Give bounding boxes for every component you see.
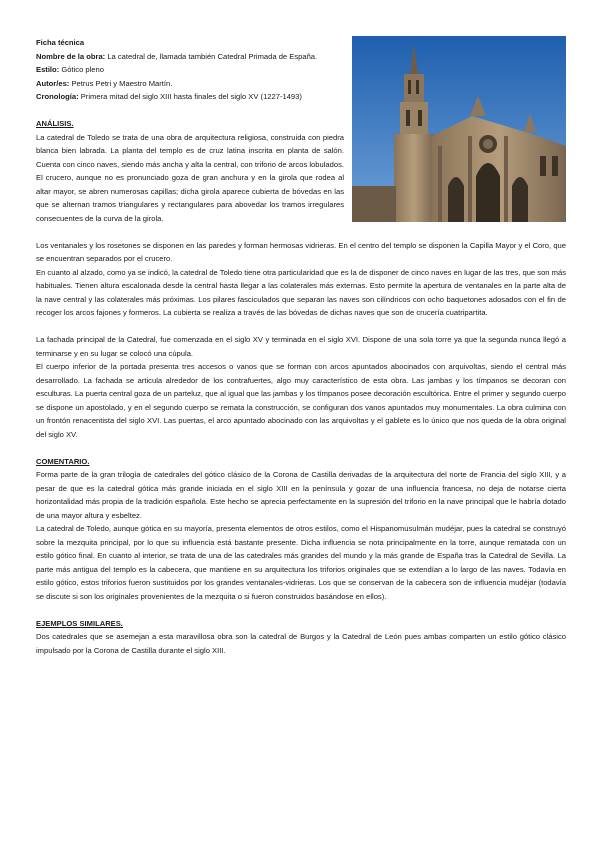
ejemplos-paragraph-1: Dos catedrales que se asemejan a esta maravillosa obra son la catedral de Burgos y la Catedral de León pues ambas comparten un estilo gótico clásico impulsado por la Corona de Castilla durante el siglo XIII. [36,632,566,655]
document-content [36,36,566,657]
cathedral-photo [352,36,566,222]
analisis-paragraph-4: La fachada principal de la Catedral, fue comenzada en el siglo XV y terminada en el siglo XVI. Dispone de una sola torre ya que la segunda nunca llegó a terminarse y en su lugar se colocó una cúpula. [36,335,566,358]
comentario-paragraph-1: Forma parte de la gran trilogía de catedrales del gótico clásico de la Corona de Castilla derivadas de la arquitectura del norte de Francia del siglo XIII, y a pesar de que es la catedral gótica más grande iniciada en el siglo XIII en la península y gozar de una influencia francesa, no deja de notarse cierta horizontalidad más propia de la tradición española. Este hecho se aprecia perfectamente en la supresión del triforio en la nave principal que le habría dotado de una mayor altura y esbeltez. [36,470,566,520]
analisis-paragraph-2: Los ventanales y los rosetones se disponen en las paredes y forman hermosas vidrieras. En el centro del templo se disponen la Capilla Mayor y el Coro, que se encuentran separados por el crucero. [36,240,566,263]
analisis-paragraph-3: En cuanto al alzado, como ya se indicó, la catedral de Toledo tiene otra particularidad que es la de disponer de cinco naves en lugar de las tres, que son más habituales. Tienen altura escalonada desde la central hasta llegar a las colaterales más externas. Esto permite la apertura de ventanales en la parte alta de la nave central y las colaterales más próximas. Los pilares fasciculados que separan las naves son cilíndricos con ocho baquetones adosados con el fin de recoger los arcos fajones y formeros. La cubierta se realiza a través de las bóvedas de dichas naves que son de crucería cuatripartita. [36,267,566,317]
comentario-paragraph-2: La catedral de Toledo, aunque gótica en su mayoría, presenta elementos de otros estilos, como el Hispanomusulmán mudéjar, pues la catedral se construyó sobre la mezquita principal, por lo que su influencia está bastante presente. Dicha influencia se nota principalmente en la torre, aunque rematada con un estilo gótico final. En cuanto al interior, se trata de una de las catedrales más grandes del mundo y la más grande de España tras la Catedral de Sevilla. La parte más antigua del templo es la cabecera, que mantiene en su arquitectura los triforios originales que se extendían a lo largo de las naves. Todavía en estilo gótico, estos triforios fueron sustituidos por los grandes ventanales-vidrieras. Los que se conservan de la cabecera son de influencia mudéjar (todavía se discute si son los originales provenientes de la mezquita o si fueron construidos basándose en ellos). [36,524,566,601]
comentario-heading: COMENTARIO. [36,456,90,466]
ficha-cronologia: Cronología: Primera mitad del siglo XIII hasta finales del siglo XV (1227-1493) [36,92,302,101]
ficha-nombre: Nombre de la obra: La catedral de, llamada también Catedral Primada de España. [36,51,318,61]
ficha-heading: Ficha técnica [36,38,85,47]
analisis-heading: ANÁLISIS. [36,119,74,128]
ficha-autor: Autor/es: Petrus Petri y Maestro Martín. [36,78,173,88]
analisis-paragraph-1: La catedral de Toledo se trata de una obra de arquitectura religiosa, construida con piedra blanca bien labrada. La planta del templo es de cruz latina inscrita en planta de salón. Cuenta con cinco naves, siendo más ancha y alta la central, con triforio de arcos lobulados. El crucero, aunque no es pronunciado goza de gran anchura y en la girola que rodea al altar mayor, se abren numerosas capillas; dicha girola aparece cubierta de bóvedas en las que se alternan tramos triangulares y rectangulares para abovedar los tramos irregulares consecuentes de la curva de la girola. [36,132,344,223]
ficha-estilo: Estilo: Gótico pleno [36,65,104,74]
analisis-paragraph-5: El cuerpo inferior de la portada presenta tres accesos o vanos que se forman con arcos apuntados abocinados con arquivoltas, siendo el central más desarrollado. La fachada se articula alrededor de los contrafuertes, algo muy característico de esta obra. Las jambas y los tímpanos se decoran con esculturas. La puerta central goza de un parteluz, que al igual que las jambas y los tímpanos posee decoración escultórica. Entre el primer y segundo cuerpo se dispone un apostolado, y en el segundo cuerpo se remata la construcción, se configuran dos vanos apuntados muy monumentales. La obra culmina con un frontón renacentista del siglo XVI. Las puertas, el arco apuntado abocinado con las arquivoltas y el gablete es lo único que nos queda de la obra original del siglo XV. [36,362,566,439]
ejemplos-heading: EJEMPLOS SIMILARES. [36,618,123,628]
